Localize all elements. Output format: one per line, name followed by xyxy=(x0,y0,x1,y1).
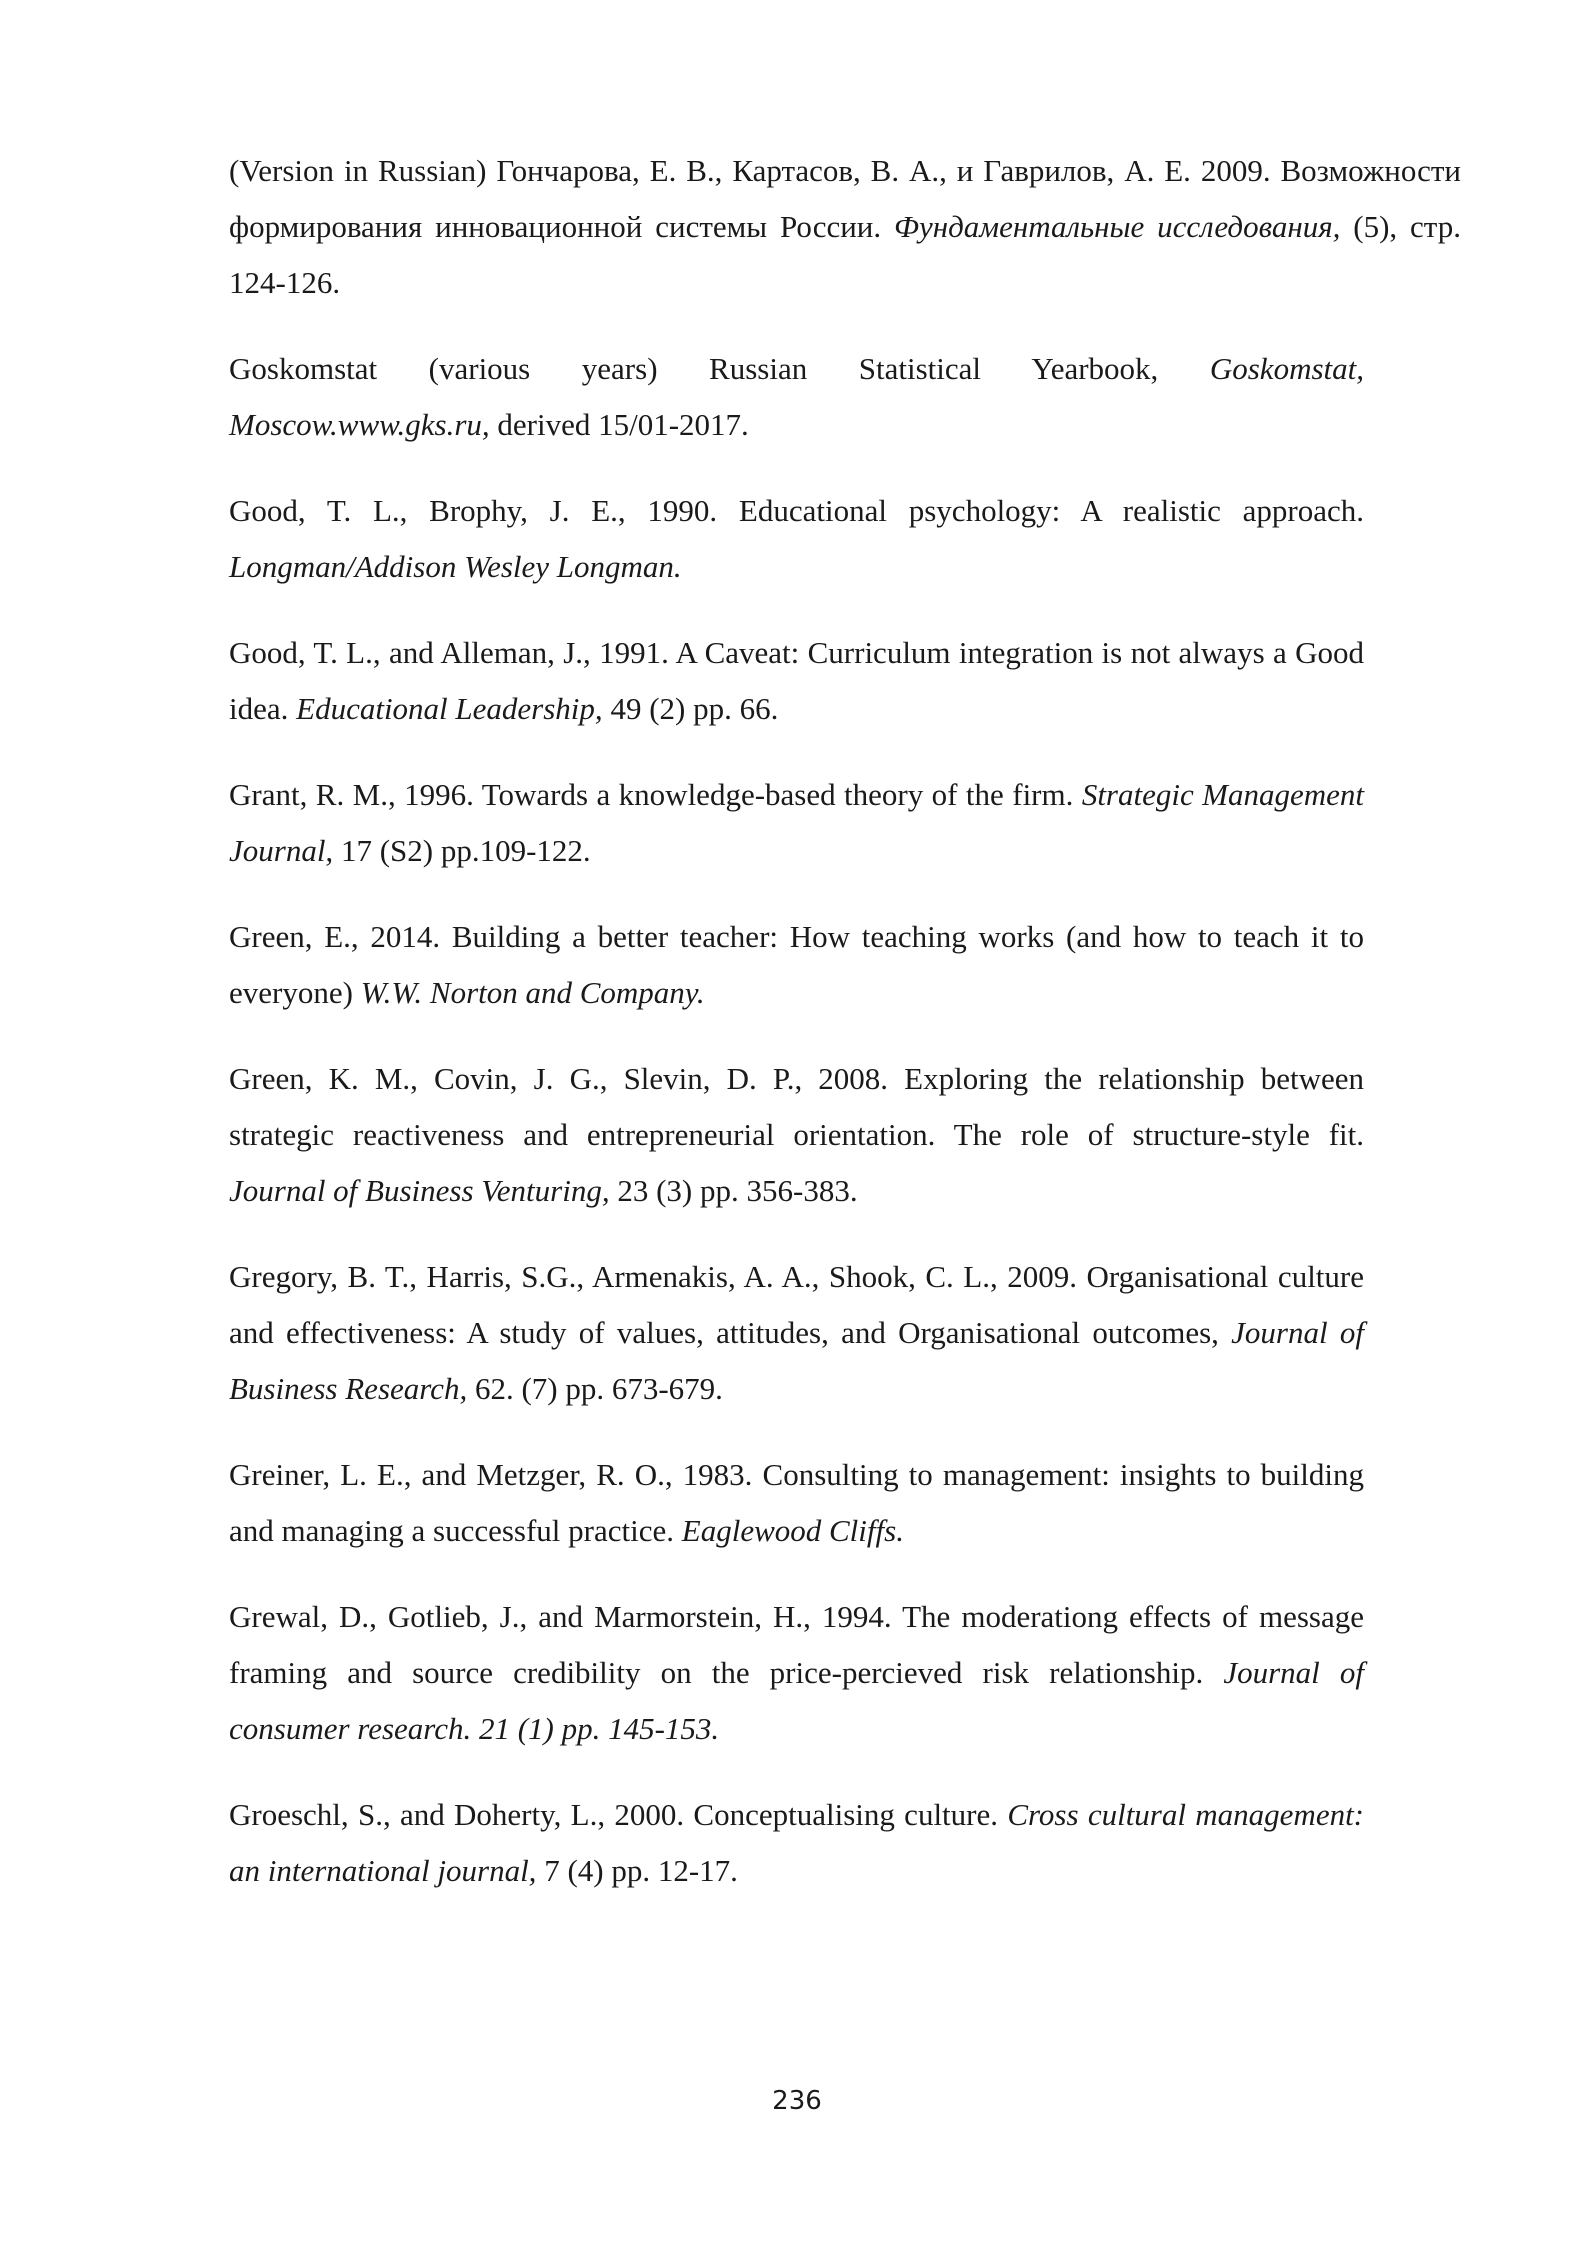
reference-text: Grant, R. M., 1996. Towards a knowledge-based theory of the firm. xyxy=(229,777,1082,812)
reference-entry xyxy=(229,1447,1364,1559)
reference-entry xyxy=(229,483,1364,595)
reference-italic-text: W.W. Norton and Company. xyxy=(360,975,705,1010)
reference-italic-text: Journal of Business Research, xyxy=(229,1315,1364,1406)
reference-text: 62. (7) pp. 673-679. xyxy=(467,1371,723,1406)
reference-italic-text: Journal of Business Venturing, xyxy=(229,1173,610,1208)
reference-entry xyxy=(229,767,1364,879)
reference-text: Greiner, L. E., and Metzger, R. O., 1983. Consulting to management: insights to building and managing a successful practice. xyxy=(229,1457,1364,1548)
reference-entry xyxy=(229,625,1364,737)
reference-entry xyxy=(229,1787,1364,1899)
reference-text: derived 15/01-2017. xyxy=(489,407,749,442)
reference-text: Groeschl, S., and Doherty, L., 2000. Conceptualising culture. xyxy=(229,1797,1008,1832)
reference-italic-text: Eaglewood Cliffs. xyxy=(681,1513,904,1548)
page-number: 236 xyxy=(772,2086,822,2116)
reference-entry xyxy=(229,1589,1364,1757)
reference-list xyxy=(229,143,1461,1929)
reference-entry xyxy=(229,341,1364,453)
reference-entry xyxy=(229,1249,1364,1417)
reference-italic-text: Educational Leadership, xyxy=(296,691,603,726)
reference-text: (5), стр. 124-126. xyxy=(229,209,1461,300)
reference-text: Green, K. M., Covin, J. G., Slevin, D. P., 2008. Exploring the relationship between strategic reactiveness and entrepreneurial orientation. The role of structure-style fit. xyxy=(229,1061,1364,1152)
reference-text: 23 (3) pp. 356-383. xyxy=(609,1173,858,1208)
reference-text: Good, T. L., and Alleman, J., 1991. A Caveat: Curriculum integration is not always a Good idea. xyxy=(229,635,1364,726)
reference-italic-text: Фундаментальные исследования, xyxy=(894,209,1341,244)
reference-text: 7 (4) pp. 12-17. xyxy=(536,1853,738,1888)
reference-italic-text: Cross cultural management: an international journal, xyxy=(229,1797,1365,1888)
reference-entry xyxy=(229,1051,1364,1219)
reference-text: 17 (S2) pp.109-122. xyxy=(333,833,591,868)
reference-italic-text: Strategic Management Journal, xyxy=(229,777,1365,868)
reference-italic-text: Journal of consumer research. 21 (1) pp. 145-153. xyxy=(229,1655,1364,1746)
reference-text: Gregory, B. T., Harris, S.G., Armenakis, A. A., Shook, C. L., 2009. Organisational culture and effectiveness: A study of values, attitudes, and Organisational outcomes, xyxy=(229,1259,1364,1350)
reference-text: Green, E., 2014. Building a better teacher: How teaching works (and how to teach it to everyone) xyxy=(229,919,1364,1010)
reference-text: Goskomstat (various years) Russian Statistical Yearbook, xyxy=(229,351,1210,386)
reference-text: 49 (2) pp. 66. xyxy=(602,691,779,726)
reference-text: Grewal, D., Gotlieb, J., and Marmorstein, H., 1994. The moderationg effects of message framing and source credibility on the price-percieved risk relationship. xyxy=(229,1599,1364,1690)
reference-text: (Version in Russian) Гончарова, Е. В., Картасов, В. А., и Гаврилов, А. Е. 2009. Возможности формирования инновационной системы России. xyxy=(229,153,1461,244)
reference-italic-text: Longman/Addison Wesley Longman. xyxy=(229,549,682,584)
reference-text: Good, T. L., Brophy, J. E., 1990. Educational psychology: A realistic approach. xyxy=(229,493,1364,528)
reference-entry xyxy=(229,909,1364,1021)
reference-italic-text: Goskomstat, Moscow.www.gks.ru, xyxy=(229,351,1364,442)
reference-entry xyxy=(229,143,1461,311)
